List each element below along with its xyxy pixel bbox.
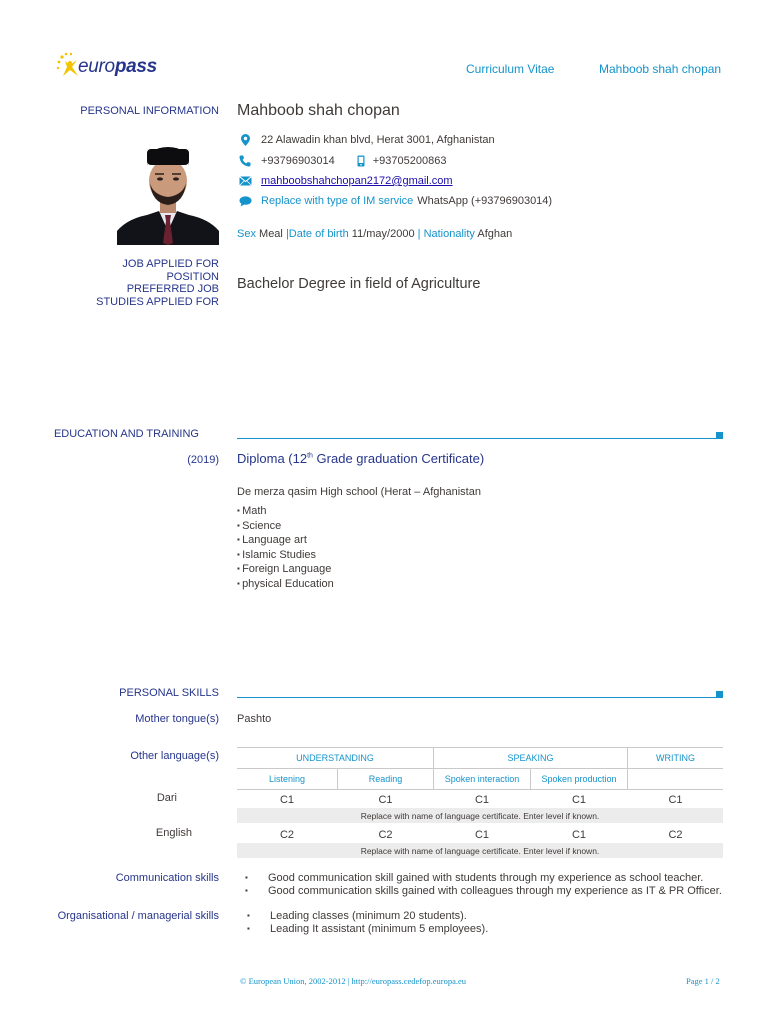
list-item: ▪ Math	[237, 504, 334, 519]
list-item: ▪ Leading classes (minimum 20 students).	[240, 910, 720, 923]
communication-skills-list	[238, 872, 738, 897]
organisational-skills-list	[240, 910, 720, 935]
address-text: 22 Alawadin khan blvd, Herat 3001, Afghanistan	[261, 134, 495, 146]
profile-photo	[117, 139, 219, 245]
separator: |	[285, 228, 289, 240]
job-label-line: PREFERRED JOB	[126, 283, 219, 295]
section-divider	[237, 438, 717, 439]
mobile-number[interactable]: +93705200863	[372, 155, 447, 167]
language-name: English	[155, 827, 192, 839]
header-name: Mahboob shah chopan	[599, 62, 722, 76]
mother-tongue-label: Mother tongue(s)	[135, 713, 219, 725]
other-languages-label: Other language(s)	[130, 750, 219, 762]
subheader-spoken-production: Spoken production	[541, 774, 617, 784]
education-date: (2019)	[187, 454, 219, 466]
subject-list	[237, 504, 334, 592]
section-marker	[716, 432, 723, 439]
communication-skills-label: Communication skills	[115, 872, 219, 884]
table-border	[237, 768, 723, 769]
personal-info-label: PERSONAL INFORMATION	[80, 105, 219, 117]
education-section-label: EDUCATION AND TRAINING	[53, 428, 199, 440]
full-name: Mahboob shah chopan	[237, 102, 400, 119]
phone-number[interactable]: +93796903014	[261, 155, 335, 167]
level-spoken-production: C1	[571, 794, 587, 806]
page-number: Page 1 / 2	[686, 976, 720, 986]
language-certificate: Replace with name of language certificate. Enter level if known.	[237, 843, 723, 858]
education-title-sup: th	[307, 452, 313, 460]
header-doc-type: Curriculum Vitae	[466, 62, 555, 76]
europass-logo	[56, 52, 166, 82]
address-row	[237, 134, 495, 146]
location-icon	[237, 134, 253, 146]
job-applied-value: Bachelor Degree in field of Agriculture	[237, 276, 481, 292]
header-understanding: UNDERSTANDING	[296, 753, 374, 763]
level-listening: C1	[279, 794, 295, 806]
job-label-line: POSITION	[166, 270, 219, 283]
education-title	[237, 451, 484, 466]
subheader-spoken-interaction: Spoken interaction	[444, 774, 520, 784]
logo-prefix: euro	[78, 56, 115, 77]
nationality-value: Afghan	[477, 228, 513, 240]
language-certificate: Replace with name of language certificate. Enter level if known.	[237, 808, 723, 823]
header-writing: WRITING	[656, 753, 695, 763]
dob-label: Date of birth	[288, 228, 349, 240]
section-marker	[716, 691, 723, 698]
level-writing: C1	[668, 794, 683, 806]
table-border	[237, 747, 723, 748]
email-icon	[237, 176, 253, 186]
separator: |	[417, 228, 421, 240]
list-item: ▪ physical Education	[237, 577, 334, 592]
list-item: ▪ Science	[237, 519, 334, 534]
list-item: ▪ Foreign Language	[237, 562, 334, 577]
im-value: WhatsApp (+93796903014)	[417, 195, 553, 207]
level-listening: C2	[279, 829, 295, 841]
list-item: ▪ Leading It assistant (minimum 5 employees).	[240, 923, 720, 936]
im-row	[237, 195, 552, 207]
language-name: Dari	[156, 792, 177, 804]
education-school: De merza qasim High school (Herat – Afghanistan	[237, 486, 481, 498]
job-applied-label	[60, 258, 219, 308]
sex-label: Sex	[237, 228, 256, 240]
table-border	[237, 789, 723, 790]
level-spoken-interaction: C1	[474, 829, 490, 841]
section-divider	[237, 697, 717, 698]
footer-copyright[interactable]: © European Union, 2002-2012 | http://europass.cedefop.europa.eu	[240, 976, 467, 986]
personal-skills-section-label: PERSONAL SKILLS	[119, 687, 219, 699]
list-item: ▪ Good communication skills gained with colleagues through my experience as IT & PR Officer.	[238, 885, 738, 898]
table-border	[530, 768, 531, 789]
email-link[interactable]: mahboobshahchopan2172@gmail.com	[261, 175, 453, 187]
logo-suffix: pass	[114, 56, 157, 77]
phone-row	[237, 155, 446, 167]
logo-wordmark	[78, 56, 157, 78]
education-title-suffix: Grade graduation Certificate)	[312, 451, 485, 466]
dob-value: 11/may/2000	[351, 228, 415, 240]
email-row	[237, 175, 453, 187]
header-speaking: SPEAKING	[507, 753, 554, 763]
level-spoken-interaction: C1	[474, 794, 490, 806]
list-item: ▪ Islamic Studies	[237, 548, 334, 563]
table-border	[433, 747, 434, 789]
mother-tongue-value: Pashto	[237, 713, 272, 725]
education-title-prefix: Diploma (12	[237, 451, 308, 466]
level-writing: C2	[668, 829, 683, 841]
table-border	[627, 747, 628, 789]
chat-icon	[237, 196, 253, 207]
personal-details-row	[237, 228, 512, 240]
phone-icon	[237, 155, 253, 167]
level-reading: C2	[378, 829, 393, 841]
table-border	[337, 768, 338, 789]
mobile-icon	[353, 155, 369, 167]
subheader-reading: Reading	[368, 774, 403, 784]
nationality-label: Nationality	[423, 228, 475, 240]
subheader-listening: Listening	[268, 774, 306, 784]
organisational-skills-label: Organisational / managerial skills	[57, 910, 219, 922]
level-spoken-production: C1	[571, 829, 587, 841]
sex-value: Meal	[259, 228, 283, 240]
level-reading: C1	[378, 794, 393, 806]
im-service-label: Replace with type of IM service	[261, 195, 414, 207]
list-item: ▪ Good communication skill gained with students through my experience as school teacher.	[238, 872, 738, 885]
job-label-line: STUDIES APPLIED FOR	[96, 295, 219, 308]
list-item: ▪ Language art	[237, 533, 334, 548]
job-label-line: JOB APPLIED FOR	[122, 258, 219, 270]
